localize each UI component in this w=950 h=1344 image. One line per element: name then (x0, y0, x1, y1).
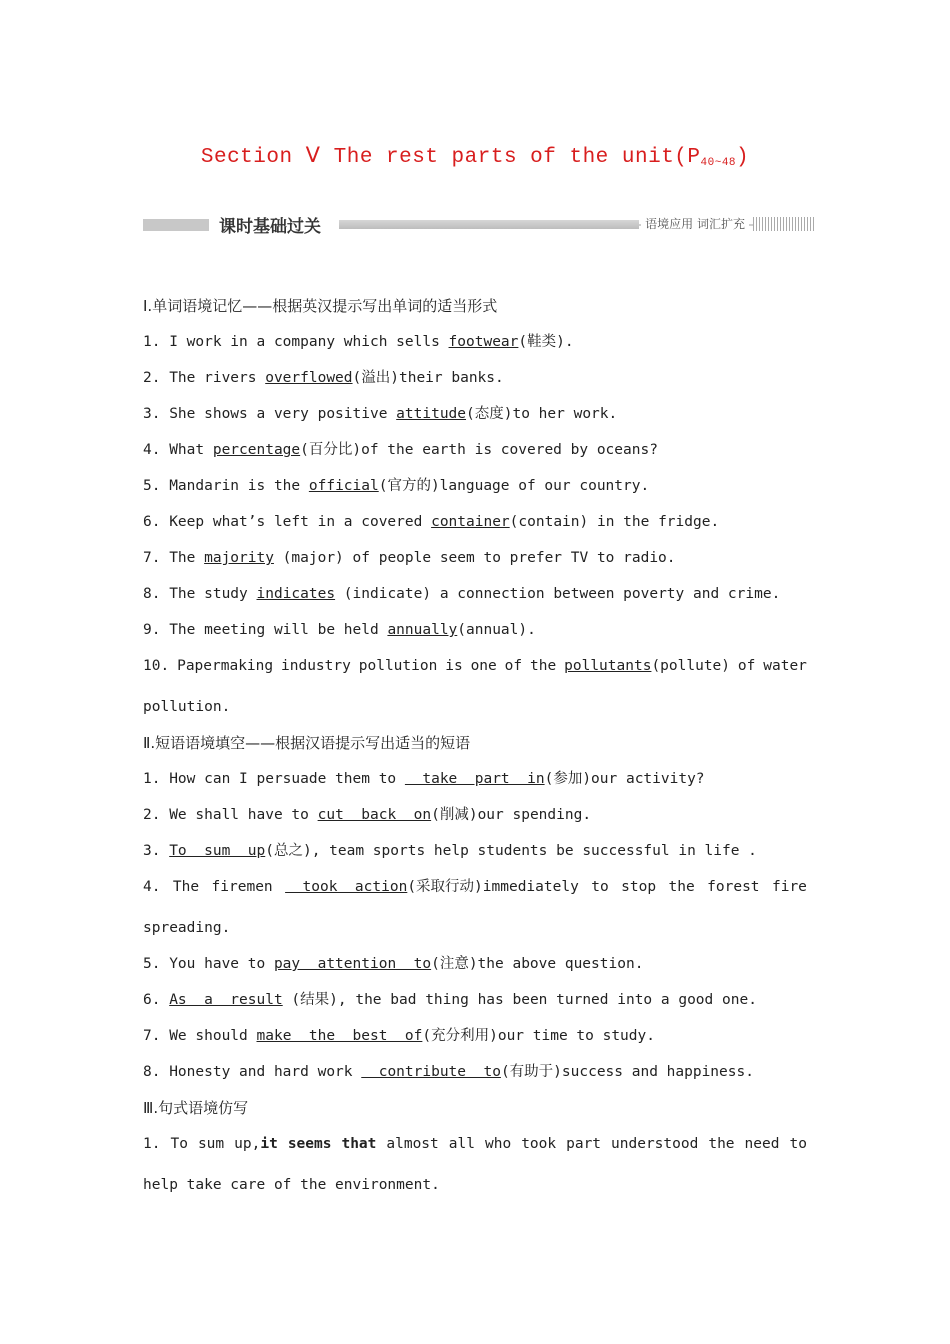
exercise-content (143, 292, 807, 1207)
answer: majority (204, 550, 274, 566)
word-item: 8. The study indicates (indicate) a connection between poverty and crime. (143, 586, 781, 602)
word-item: 3. She shows a very positive attitude(态度)to her work. (143, 406, 618, 422)
phrase-item: 6. As a result (结果), the bad thing has been turned into a good one. (143, 992, 757, 1008)
phrase-item: 3. To sum up(总之), team sports help students be successful in life . (143, 843, 757, 859)
section-heading-1: Ⅰ.单词语境记忆——根据英汉提示写出单词的适当形式 (143, 297, 498, 315)
answer: official (308, 478, 379, 494)
word-item: 7. The majority (major) of people seem to prefer TV to radio. (143, 550, 676, 566)
word-item: 6. Keep what’s left in a covered container(contain) in the fridge. (143, 514, 720, 530)
banner-subtitle: 语境应用 词汇扩充 (641, 215, 749, 232)
answer: pollutants (564, 658, 652, 674)
word-item: 10. Papermaking industry pollution is one of the pollutants(pollute) of water (143, 658, 807, 674)
word-item: 9. The meeting will be held annually(annual). (143, 622, 536, 638)
phrase-item-continued: spreading. (143, 920, 231, 936)
answer: container (431, 514, 510, 530)
banner-bar-middle (339, 220, 639, 229)
sentence-item: 1. To sum up,it seems that almost all who took part understood the need to (143, 1136, 807, 1152)
answer: footwear (448, 334, 519, 350)
phrase-item: 7. We should make the best of(充分利用)our time to study. (143, 1028, 655, 1044)
word-item: 2. The rivers overflowed(溢出)their banks. (143, 370, 504, 386)
answer: indicates (256, 586, 336, 602)
answer: As a result (169, 992, 283, 1008)
section-heading-2: Ⅱ.短语语境填空——根据汉语提示写出适当的短语 (143, 734, 471, 752)
answer: contribute to (361, 1064, 501, 1080)
phrase-item: 5. You have to pay attention to(注意)the above question. (143, 956, 644, 972)
word-item: 4. What percentage(百分比)of the earth is covered by oceans? (143, 442, 658, 458)
sentence-item-continued: help take care of the environment. (143, 1177, 440, 1193)
answer: To sum up (169, 843, 266, 859)
answer: cut back on (317, 807, 432, 823)
banner-bar-left (143, 219, 209, 231)
answer: pay attention to (273, 956, 432, 972)
phrase-item: 1. How can I persuade them to take part in(参加)our activity? (143, 771, 705, 787)
word-item-continued: pollution. (143, 699, 231, 715)
section-banner (143, 212, 815, 236)
answer: make the best of (256, 1028, 423, 1044)
banner-title: 课时基础过关 (215, 212, 325, 237)
word-item: 5. Mandarin is the official(官方的)language of our country. (143, 478, 650, 494)
banner-stripes (753, 217, 815, 231)
answer: overflowed (265, 370, 353, 386)
section-title: Section Ⅴ The rest parts of the $unit(P_{40\sim 48})$ (200, 146, 750, 169)
phrase-item: 4. The firemen took action(采取行动)immediately to stop the forest fire (143, 879, 807, 895)
section-heading-3: Ⅲ.句式语境仿写 (143, 1099, 249, 1117)
answer: percentage (212, 442, 301, 458)
answer: attitude (396, 406, 467, 422)
answer: took action (285, 879, 408, 895)
answer: annually (387, 622, 458, 638)
phrase-item: 8. Honesty and hard work contribute to(有助于)success and happiness. (143, 1064, 754, 1080)
phrase-item: 2. We shall have to cut back on(削减)our spending. (143, 807, 592, 823)
answer: take part in (404, 771, 545, 787)
word-item: 1. I work in a company which sells footwear(鞋类). (143, 334, 574, 350)
